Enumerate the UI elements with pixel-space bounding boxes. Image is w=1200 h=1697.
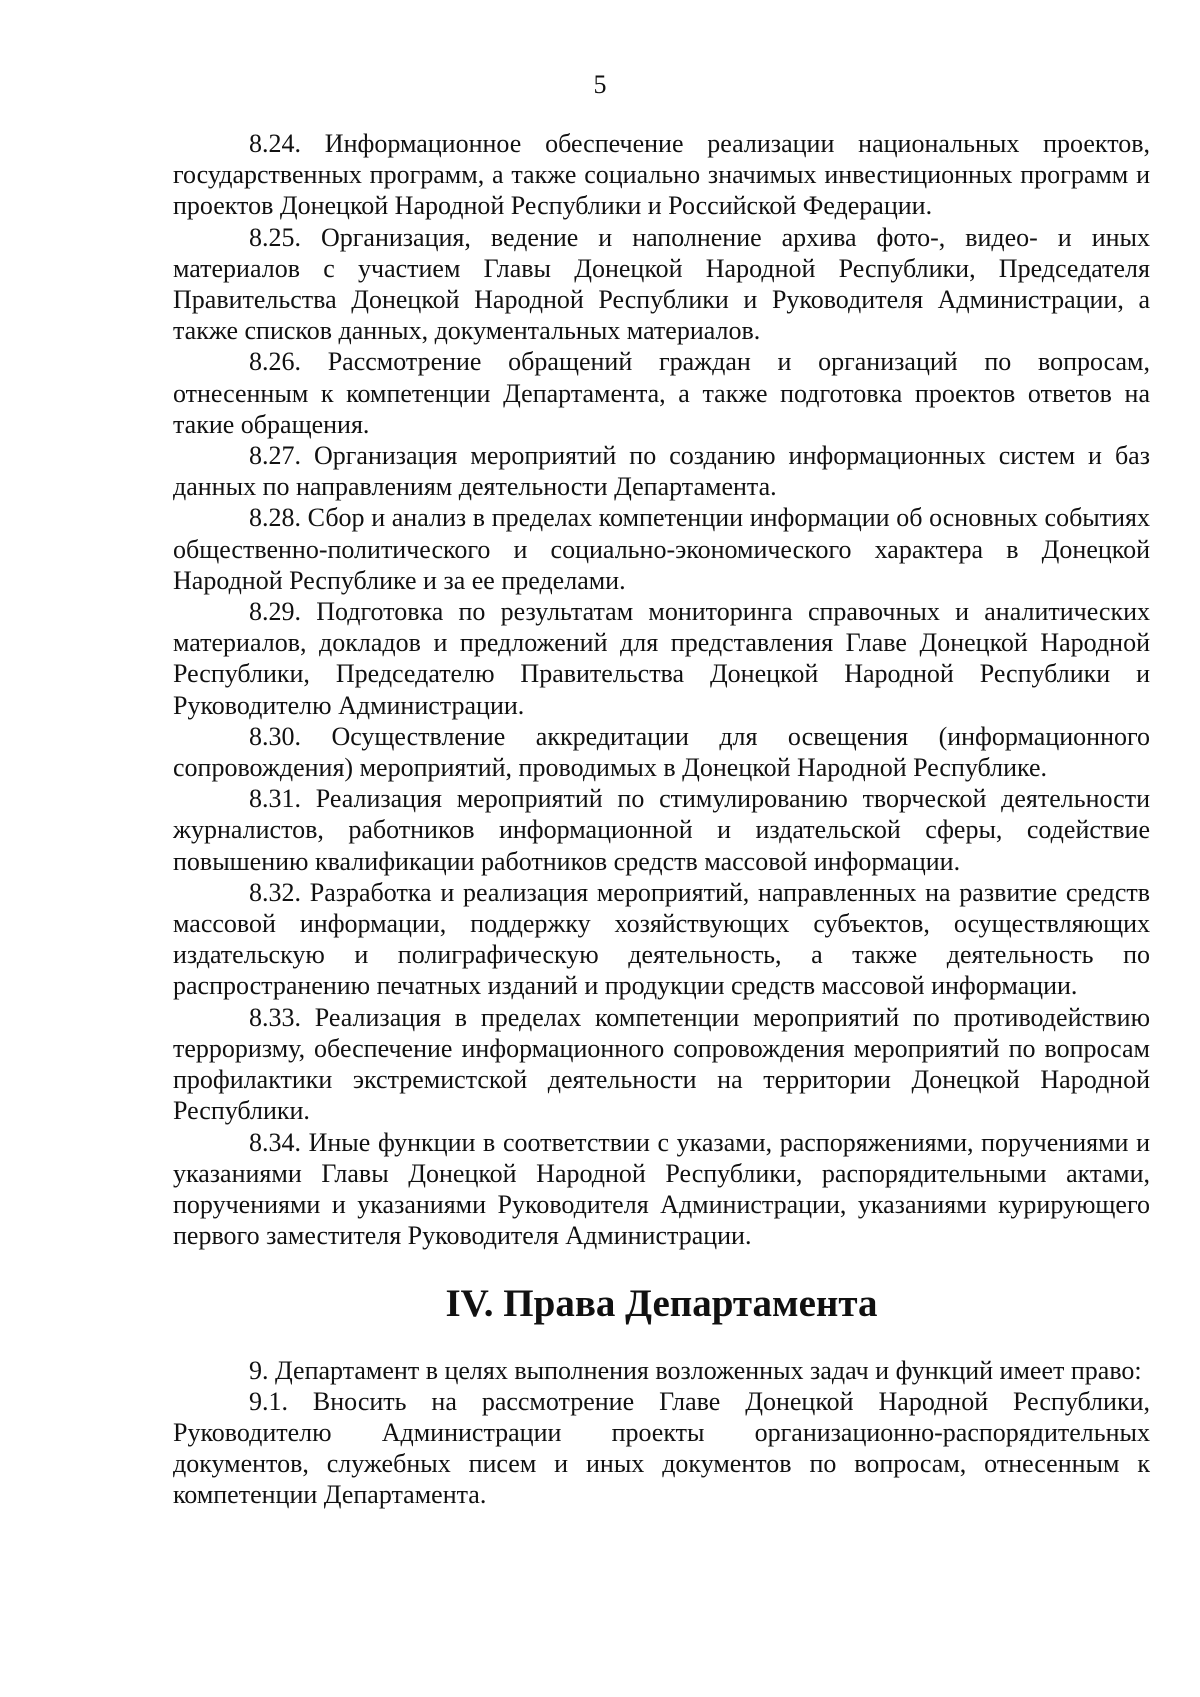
paragraph-8-26: 8.26. Рассмотрение обращений граждан и организаций по вопросам, отнесенным к компетенции Департамента, а также подготовка проектов ответов на такие обращения. xyxy=(173,347,1150,439)
section-title: IV. Права Департамента xyxy=(445,1282,878,1326)
paragraph-8-31: 8.31. Реализация мероприятий по стимулированию творческой деятельности журналистов, работников информационной и издательской сферы, содействие повышению квалификации работников средств массовой информации. xyxy=(173,784,1150,876)
paragraph-8-29: 8.29. Подготовка по результатам мониторинга справочных и аналитических материалов, докладов и предложений для представления Главе Донецкой Народной Республики, Председателю Правительства Донецкой Народной Республики и Руководителю Администрации. xyxy=(173,597,1150,720)
paragraph-8-34: 8.34. Иные функции в соответствии с указами, распоряжениями, поручениями и указаниями Главы Донецкой Народной Республики, распорядительными актами, поручениями и указаниями Руководителя Администрации, указаниями курирующего первого заместителя Руководителя Администрации. xyxy=(173,1127,1150,1251)
rights-list xyxy=(173,1355,1150,1511)
paragraph-9: 9. Департамент в целях выполнения возложенных задач и функций имеет право: xyxy=(249,1355,1142,1385)
paragraph-8-27: 8.27. Организация мероприятий по созданию информационных систем и баз данных по направлениям деятельности Департамента. xyxy=(173,441,1150,502)
page-number: 5 xyxy=(593,70,607,99)
paragraph-8-24: 8.24. Информационное обеспечение реализации национальных проектов, государственных программ, а также социально значимых инвестиционных программ и проектов Донецкой Народной Республики и Российской Федерации. xyxy=(173,129,1150,221)
functions-list xyxy=(173,128,1150,1251)
paragraph-8-30: 8.30. Осуществление аккредитации для освещения (информационного сопровождения) мероприятий, проводимых в Донецкой Народной Республике. xyxy=(173,721,1150,783)
paragraph-9-1: 9.1. Вносить на рассмотрение Главе Донецкой Народной Республики, Руководителю Администрации проекты организационно-распорядительных документов, служебных писем и иных документов по вопросам, отнесенным к компетенции Департамента. xyxy=(173,1386,1150,1510)
paragraph-8-32: 8.32. Разработка и реализация мероприятий, направленных на развитие средств массовой информации, поддержку хозяйствующих субъектов, осуществляющих издательскую и полиграфическую деятельность, а также деятельность по распространению печатных изданий и продукции средств массовой информации. xyxy=(173,877,1150,1001)
paragraph-8-33: 8.33. Реализация в пределах компетенции мероприятий по противодействию терроризму, обеспечение информационного сопровождения мероприятий по вопросам профилактики экстремистской деятельности на территории Донецкой Народной Республики. xyxy=(173,1002,1150,1126)
document-body xyxy=(173,128,1150,1511)
paragraph-8-25: 8.25. Организация, ведение и наполнение архива фото-, видео- и иных материалов с участием Главы Донецкой Народной Республики, Председателя Правительства Донецкой Народной Республики и Руководителя Администрации, а также списков данных, документальных материалов. xyxy=(173,222,1150,346)
paragraph-8-28: 8.28. Сбор и анализ в пределах компетенции информации об основных событиях общественно-политического и социально-экономического характера в Донецкой Народной Республике и за ее пределами. xyxy=(173,503,1150,595)
